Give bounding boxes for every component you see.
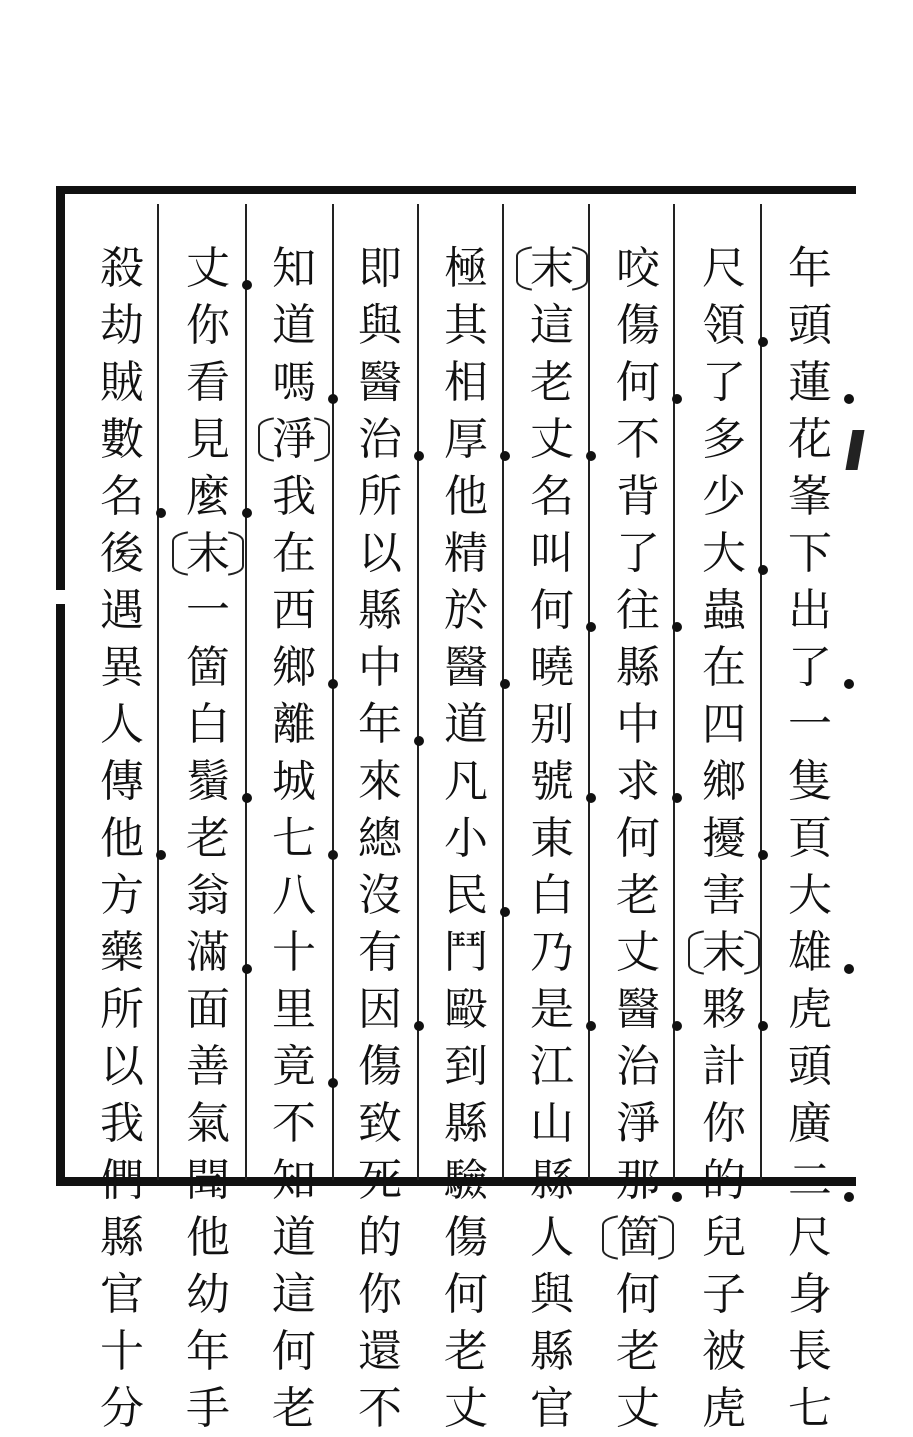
character: 白 [186, 698, 230, 750]
character: 大 [788, 869, 832, 921]
character: 厚 [444, 413, 488, 465]
character: 異 [100, 641, 144, 693]
character: 善 [186, 1040, 230, 1092]
character: 因 [358, 983, 402, 1035]
character: 滿 [186, 926, 230, 978]
character: 子 [702, 1268, 746, 1320]
punctuation-dot [672, 793, 682, 803]
text-column [426, 240, 506, 1437]
character: 驗 [444, 1154, 488, 1206]
character: 老 [616, 1325, 660, 1377]
punctuation-dot [242, 280, 252, 290]
punctuation-dot [758, 850, 768, 860]
character: 多 [702, 413, 746, 465]
character: 看 [186, 356, 230, 408]
character: 淨 [616, 1097, 660, 1149]
punctuation-dot [414, 451, 424, 461]
character: 别 [530, 698, 574, 750]
character: 他 [186, 1211, 230, 1263]
character: 花 [788, 413, 832, 465]
character: 沒 [358, 869, 402, 921]
character: 老 [616, 869, 660, 921]
text-column [168, 240, 248, 1437]
character: 丈 [444, 1382, 488, 1434]
punctuation-dot [500, 451, 510, 461]
character: 背 [616, 470, 660, 522]
character: 頁 [788, 812, 832, 864]
character: 叫 [530, 527, 574, 579]
character: 我 [100, 1097, 144, 1149]
character: 你 [358, 1268, 402, 1320]
character: 幼 [186, 1268, 230, 1320]
character: 曉 [530, 641, 574, 693]
character: 縣 [616, 641, 660, 693]
character: 縣 [100, 1211, 144, 1263]
text-column [684, 240, 764, 1437]
punctuation-dot [328, 394, 338, 404]
character: 出 [788, 584, 832, 636]
punctuation-dot [242, 508, 252, 518]
character: 縣 [530, 1154, 574, 1206]
character: 那 [616, 1154, 660, 1206]
character: 手 [186, 1382, 230, 1434]
character: 虎 [788, 983, 832, 1035]
character: 何 [616, 1268, 660, 1320]
character: 精 [444, 527, 488, 579]
character: 山 [530, 1097, 574, 1149]
character: 峯 [788, 470, 832, 522]
character: 縣 [530, 1325, 574, 1377]
punctuation-dot [586, 622, 596, 632]
character: 何 [616, 356, 660, 408]
character: 虎 [702, 1382, 746, 1434]
character: 傷 [358, 1040, 402, 1092]
text-column [82, 240, 162, 1437]
character: 賊 [100, 356, 144, 408]
character: 你 [186, 299, 230, 351]
character: 與 [358, 299, 402, 351]
character: 相 [444, 356, 488, 408]
character: 以 [100, 1040, 144, 1092]
character: 尺 [788, 1211, 832, 1263]
character: 竟 [272, 1040, 316, 1092]
punctuation-dot [586, 793, 596, 803]
character: 我 [272, 470, 316, 522]
punctuation-dot [758, 1021, 768, 1031]
character: 城 [272, 755, 316, 807]
character: 老 [530, 356, 574, 408]
character: 蓮 [788, 356, 832, 408]
character: 鄉 [702, 755, 746, 807]
character: 殺 [100, 242, 144, 294]
role-marker: 箇 [598, 1209, 678, 1266]
character: 是 [530, 983, 574, 1035]
character: 致 [358, 1097, 402, 1149]
character: 里 [272, 983, 316, 1035]
text-column [598, 240, 678, 1437]
role-marker: 淨 [254, 411, 334, 468]
character: 傷 [616, 299, 660, 351]
character: 尺 [702, 242, 746, 294]
character: 數 [100, 413, 144, 465]
character: 來 [358, 755, 402, 807]
character: 求 [616, 755, 660, 807]
character: 凡 [444, 755, 488, 807]
character: 即 [358, 242, 402, 294]
character: 所 [100, 983, 144, 1035]
punctuation-dot [242, 964, 252, 974]
punctuation-dot [414, 1021, 424, 1031]
character: 箇 [186, 641, 230, 693]
border-gap [52, 590, 66, 604]
character: 這 [530, 299, 574, 351]
character: 嗎 [272, 356, 316, 408]
character: 何 [616, 812, 660, 864]
punctuation-dot [328, 679, 338, 689]
role-marker: 末 [168, 525, 248, 582]
character: 於 [444, 584, 488, 636]
character: 分 [100, 1382, 144, 1434]
character: 有 [358, 926, 402, 978]
punctuation-dot [758, 565, 768, 575]
character: 道 [444, 698, 488, 750]
character: 中 [358, 641, 402, 693]
character: 七 [272, 812, 316, 864]
character: 擾 [702, 812, 746, 864]
text-column [512, 240, 592, 1437]
text-column [770, 240, 850, 1437]
character: 四 [702, 698, 746, 750]
character: 死 [358, 1154, 402, 1206]
punctuation-dot [672, 622, 682, 632]
character: 身 [788, 1268, 832, 1320]
character: 長 [788, 1325, 832, 1377]
character: 見 [186, 413, 230, 465]
character: 隻 [788, 755, 832, 807]
character: 民 [444, 869, 488, 921]
character: 鄉 [272, 641, 316, 693]
character: 七 [788, 1382, 832, 1434]
text-column [340, 240, 420, 1437]
character: 咬 [616, 242, 660, 294]
character: 翁 [186, 869, 230, 921]
character: 還 [358, 1325, 402, 1377]
character: 廣 [788, 1097, 832, 1149]
character: 你 [702, 1097, 746, 1149]
character: 丈 [186, 242, 230, 294]
character: 東 [530, 812, 574, 864]
character: 被 [702, 1325, 746, 1377]
character: 頭 [788, 299, 832, 351]
character: 老 [186, 812, 230, 864]
punctuation-dot [844, 964, 854, 974]
character: 了 [788, 641, 832, 693]
character: 名 [530, 470, 574, 522]
character: 所 [358, 470, 402, 522]
character: 何 [272, 1325, 316, 1377]
character: 往 [616, 584, 660, 636]
character: 聞 [186, 1154, 230, 1206]
character: 道 [272, 1211, 316, 1263]
punctuation-dot [672, 1021, 682, 1031]
punctuation-dot [414, 736, 424, 746]
character: 治 [616, 1040, 660, 1092]
character: 不 [272, 1097, 316, 1149]
character: 醫 [444, 641, 488, 693]
punctuation-dot [156, 508, 166, 518]
character: 總 [358, 812, 402, 864]
character: 醫 [616, 983, 660, 1035]
role-marker: 末 [684, 924, 764, 981]
character: 縣 [358, 584, 402, 636]
character: 他 [444, 470, 488, 522]
character: 遇 [100, 584, 144, 636]
character: 官 [530, 1382, 574, 1434]
character: 西 [272, 584, 316, 636]
character: 道 [272, 299, 316, 351]
character: 中 [616, 698, 660, 750]
character: 頭 [788, 1040, 832, 1092]
character: 十 [272, 926, 316, 978]
character: 白 [530, 869, 574, 921]
character: 小 [444, 812, 488, 864]
character: 傷 [444, 1211, 488, 1263]
character: 鬥 [444, 926, 488, 978]
punctuation-dot [156, 850, 166, 860]
punctuation-dot [672, 1192, 682, 1202]
character: 鬚 [186, 755, 230, 807]
character: 劫 [100, 299, 144, 351]
character: 醫 [358, 356, 402, 408]
character: 蟲 [702, 584, 746, 636]
character: 藥 [100, 926, 144, 978]
character: 與 [530, 1268, 574, 1320]
punctuation-dot [844, 679, 854, 689]
character: 毆 [444, 983, 488, 1035]
character: 方 [100, 869, 144, 921]
punctuation-dot [500, 907, 510, 917]
character: 傳 [100, 755, 144, 807]
character: 氣 [186, 1097, 230, 1149]
character: 何 [530, 584, 574, 636]
character: 號 [530, 755, 574, 807]
character: 縣 [444, 1097, 488, 1149]
character: 一 [186, 584, 230, 636]
character: 後 [100, 527, 144, 579]
character: 大 [702, 527, 746, 579]
character: 名 [100, 470, 144, 522]
punctuation-dot [500, 679, 510, 689]
punctuation-dot [672, 394, 682, 404]
character: 丈 [530, 413, 574, 465]
character: 知 [272, 242, 316, 294]
character: 年 [186, 1325, 230, 1377]
character: 這 [272, 1268, 316, 1320]
character: 的 [358, 1211, 402, 1263]
character: 了 [702, 356, 746, 408]
character: 人 [530, 1211, 574, 1263]
character: 老 [272, 1382, 316, 1434]
character: 到 [444, 1040, 488, 1092]
character: 年 [788, 242, 832, 294]
character: 夥 [702, 983, 746, 1035]
character: 領 [702, 299, 746, 351]
character: 乃 [530, 926, 574, 978]
character: 十 [100, 1325, 144, 1377]
character: 少 [702, 470, 746, 522]
character: 以 [358, 527, 402, 579]
character: 官 [100, 1268, 144, 1320]
punctuation-dot [586, 451, 596, 461]
character: 八 [272, 869, 316, 921]
character: 在 [702, 641, 746, 693]
character: 不 [358, 1382, 402, 1434]
character: 離 [272, 698, 316, 750]
text-column [254, 240, 334, 1437]
character: 不 [616, 413, 660, 465]
character: 丈 [616, 926, 660, 978]
punctuation-dot [242, 793, 252, 803]
role-marker: 末 [512, 240, 592, 297]
character: 極 [444, 242, 488, 294]
character: 害 [702, 869, 746, 921]
character: 知 [272, 1154, 316, 1206]
character: 下 [788, 527, 832, 579]
punctuation-dot [586, 1021, 596, 1031]
character: 們 [100, 1154, 144, 1206]
character: 麼 [186, 470, 230, 522]
character: 何 [444, 1268, 488, 1320]
character: 的 [702, 1154, 746, 1206]
character: 兒 [702, 1211, 746, 1263]
character: 面 [186, 983, 230, 1035]
punctuation-dot [328, 1078, 338, 1088]
punctuation-dot [758, 337, 768, 347]
character: 雄 [788, 926, 832, 978]
character: 治 [358, 413, 402, 465]
character: 計 [702, 1040, 746, 1092]
character: 老 [444, 1325, 488, 1377]
punctuation-dot [844, 394, 854, 404]
character: 二 [788, 1154, 832, 1206]
character: 在 [272, 527, 316, 579]
character: 了 [616, 527, 660, 579]
character: 其 [444, 299, 488, 351]
character: 人 [100, 698, 144, 750]
character: 江 [530, 1040, 574, 1092]
punctuation-dot [328, 850, 338, 860]
character: 一 [788, 698, 832, 750]
character: 丈 [616, 1382, 660, 1434]
character: 年 [358, 698, 402, 750]
punctuation-dot [844, 1192, 854, 1202]
character: 他 [100, 812, 144, 864]
